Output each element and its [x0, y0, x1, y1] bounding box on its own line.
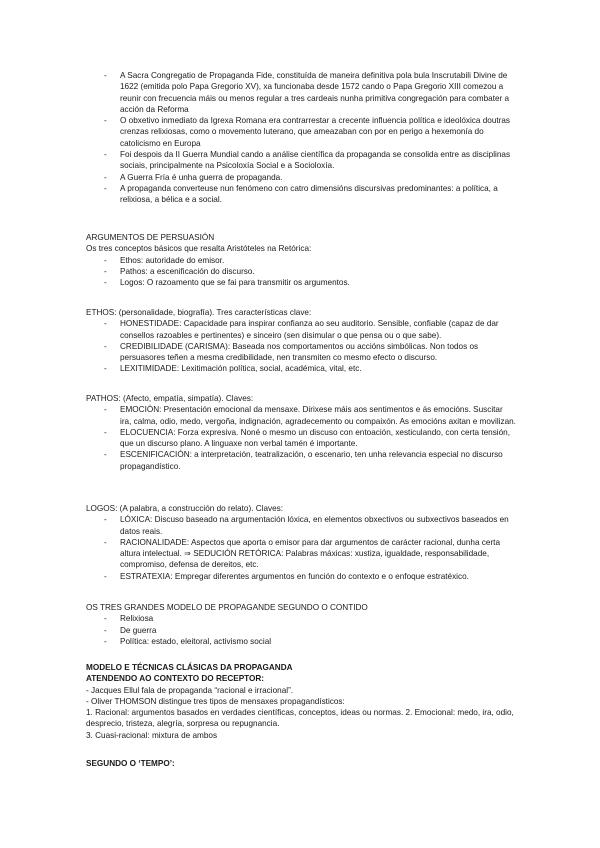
list-item: - ELOCUENCIA: Forza expresiva. Noné o mesmo un discuso con entoación, xesticulando, con certa tensión, que un discurso plano. A linguaxe non verbal tamén é importante. [104, 427, 511, 449]
section-heading: LOGOS: (A palabra, a construcción do relato). Claves: [86, 504, 284, 513]
tempo-section [86, 758, 516, 769]
pathos-section [86, 393, 516, 472]
paragraph-line: - Oliver THOMSON distingue tres tipos de mensaxes propagandísticos: [86, 696, 345, 706]
list-item: - Foi despois da II Guerra Mundial cando a análise científica da propaganda se consolida entre as disciplinas sociais, principalmente na Psicoloxía Social e a Socioloxía. [104, 150, 511, 171]
list-item: - ESCENIFICACIÓN: a interpretación, teatralización, o escenario, ten unha relevancia especial no discurso propagandístico. [104, 450, 503, 471]
section-heading: MODELO E TÉCNICAS CLÁSICAS DA PROPAGANDA [86, 663, 293, 672]
section-heading: ETHOS: (personalidade, biografía). Tres características clave: [86, 308, 312, 317]
paragraph-line: 1. Racional: argumentos basados en verdades científicas, conceptos, ideas ou normas. 2. Emocional: medo, ira, odio, desprecio, tristeza, alegría, sorpresa ou repugnancia. [86, 708, 514, 729]
section-lead: Os tres conceptos básicos que resalta Aristóteles na Retórica: [86, 244, 312, 254]
list-item: - De guerra [104, 625, 157, 635]
list-item: - EMOCIÓN: Presentación emocional da mensaxe. Dirixese máis aos sentimentos e ás emocións. Suscitar ira, calma, odio, medo, vergoña, indignación, agradecemento ou compaixón. As emocións axitan e movilizan. [104, 405, 516, 426]
paragraph-line: 3. Cuasi-racional: mixtura de ambos [86, 730, 218, 740]
list-item: - O obxetivo inmediato da Igrexa Romana era contrarrestar a crecente influencia política e ideolóxica doutras crenzas relixiosas, como o movemento luterano, que ameazaban con por en perigo a hexemonía do catolicismo en Europa [104, 116, 511, 148]
section-heading: PATHOS: (Afecto, empatía, simpatía). Claves: [86, 394, 254, 403]
list-item: - A Guerra Fría é unha guerra de propaganda. [104, 172, 283, 182]
list-item: - Ethos: autoridade do emisor. [104, 255, 225, 265]
list-item: - Logos: O razoamento que se fai para transmitir os argumentos. [104, 278, 350, 288]
list-item: - A propaganda converteuse nun fenómeno con catro dimensións discursivas predominantes: a política, a relixiosa, a bélica e a social. [104, 183, 498, 205]
list-item: - Pathos: a escenificación do discurso. [104, 266, 255, 276]
paragraph-line: - Jacques Ellul fala de propaganda “racional e irracional”. [86, 685, 294, 695]
models-section [86, 602, 516, 647]
list-item: - LÓXICA: Discuso baseado na argumentación lóxica, en elementos obxectivos ou subxectivos baseados en datos reais. [104, 515, 509, 536]
list-item: - LEXITIMIDADE: Lexitimación política, social, académica, vital, etc. [104, 364, 362, 374]
list-item: - RACIONALIDADE: Aspectos que aporta o emisor para dar argumentos de carácter racional, dunha certa altura intelectual. ⇒ SEDUCIÓN RETÓRICA: Palabras máxicas: xustiza, igualdade, responsabilidade, compromiso, defensa de dereitos, etc. [104, 537, 501, 570]
classic-section [86, 662, 516, 741]
section-heading: SEGUNDO O ‘TEMPO’: [86, 759, 175, 768]
section-heading: OS TRES GRANDES MODELO DE PROPAGANDE SEGUNDO O CONTIDO [86, 603, 368, 612]
section-heading: ARGUMENTOS DE PERSUASIÓN [86, 233, 215, 242]
list-item: - Relixiosa [104, 614, 154, 624]
list-item: - A Sacra Congregatio de Propaganda Fide, constituída de maneira definitiva pola bula Inscrutabili Divine de 1622 (emitida polo Papa Gregorio XV), xa funcionaba desde 1572 cando o Papa Gregorio XIII comezou a reunir con frecuencia máis ou menos regular a tres cardeais nunha primitiva congregación para combater a acción da Reforma [104, 71, 510, 114]
list-item: - ESTRATEXIA: Empregar diferentes argumentos en función do contexto e o enfoque estratéxico. [104, 571, 469, 581]
list-item: - HONESTIDADE: Capacidade para inspirar confianza ao seu auditorio. Sensible, confiable (capaz de dar consellos razoables e pertinentes) e sinceiro (sen disimular o que pensa ou o que sabe). [104, 319, 499, 340]
logos-section [86, 503, 516, 582]
section-subheading: ATENDENDO AO CONTEXTO DO RECEPTOR: [86, 674, 265, 684]
persuasion-section [86, 232, 516, 288]
intro-list [86, 70, 516, 206]
list-item: - Política: estado, eleitoral, activismo social [104, 636, 272, 646]
list-item: - CREDIBILIDADE (CARISMA): Baseada nos comportamentos ou accións simbólicas. Non todos os persuasores teñen a mesma credibilidade, nen transmiten co mesmo efecto o discurso. [104, 341, 479, 363]
ethos-section [86, 307, 516, 375]
